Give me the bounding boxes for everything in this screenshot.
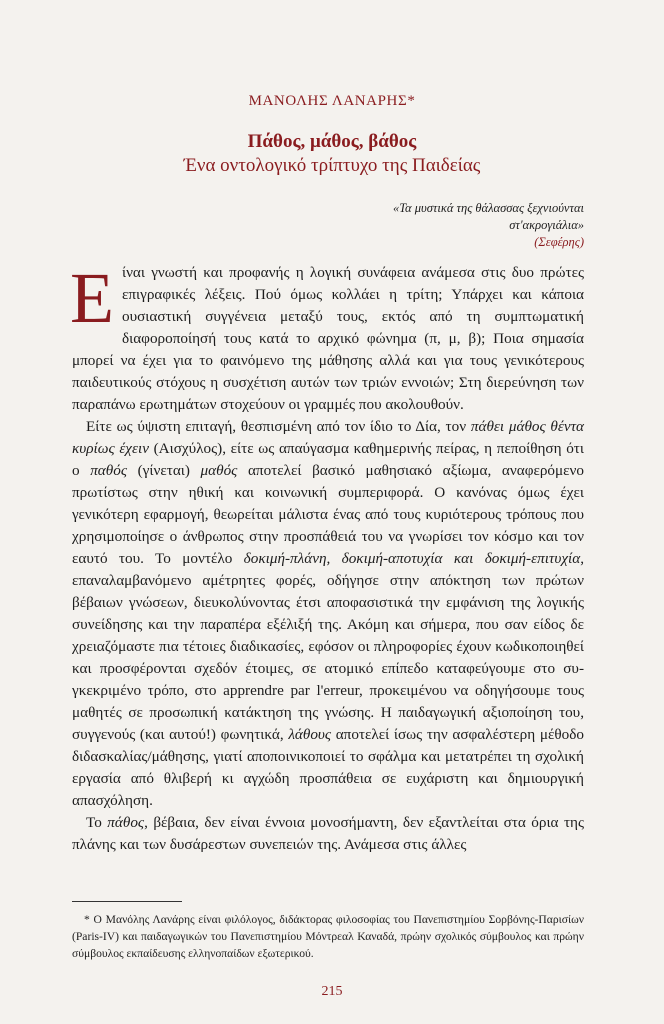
title-block bbox=[0, 130, 664, 178]
article-title: Πάθος, μάθος, βάθος bbox=[247, 131, 417, 152]
epigraph-source: (Σεφέρης) bbox=[534, 235, 584, 249]
paragraph-1 bbox=[70, 258, 584, 416]
italic-term: δοκιμή-πλάνη, δοκιμή-αποτυχία και δοκιμή-επιτυχία bbox=[243, 550, 581, 567]
article-body bbox=[70, 258, 585, 856]
text-run: Το bbox=[86, 814, 108, 831]
page-number: 215 bbox=[321, 984, 343, 999]
italic-term: μαθός bbox=[200, 462, 238, 479]
article-subtitle: Ένα οντολογικό τρίπτυχο της Παιδείας bbox=[183, 155, 481, 176]
text-run: , επαναλαμβανόμενο αμέτρητες φορές, οδήγησε στην απόκτηση των πρώτων βέβαιων γνώσεων, διευκολύνοντας έτσι αποφασιστικά την εμφάνιση της λογικής συνείδησης και την παραπέρα εξέλιξή της. Ακόμη και σήμερα, που σαν είδος δε χρειαζόμαστε πια τέτοιες διαδικασίες, εφόσον οι πληροφορίες έχουν κωδικοποιηθεί και προσφέρονται σχεδόν έτοιμες, σε ατομικό επίπεδο καταφεύγουμε στο συγκεκριμένο τρόπο, στο apprendre par l'erreur, προκειμένου να οδηγήσουμε τους μαθητές σε προσωπική κατάκτηση της γνώσης. Η παιδαγωγική αξιοποίηση του, συγγενούς (και αυτού!) φωνητικά, bbox=[72, 550, 584, 743]
text-run: Είτε ως ύψιστη επιταγή, θεσπισμένη από τον ίδιο το Δία, τον bbox=[86, 418, 471, 435]
author-name: ΜΑΝΟΛΗΣ ΛΑΝΑΡΗΣ* bbox=[248, 93, 416, 109]
text-run: (Αισχύλος), είτε ως απαύγασμα καθημερινής πείρας, η πεποίθηση ότι ο bbox=[72, 440, 584, 479]
text-run: (γίνεται) bbox=[127, 462, 201, 479]
footnote-rule bbox=[72, 901, 182, 902]
footnote: * Ο Μανόλης Λανάρης είναι φιλόλογος, διδάκτορας φιλοσοφίας του Πανεπιστημίου Σορβόνης-Παρισίων (Paris-IV) και παιδαγωγικών του Πανεπιστημίου Μόντρεαλ Καναδά, πρώην σχολικός σύμβουλος και πρώην σύμβουλος εκπαίδευσης ελληνοπαίδων εξωτερικού. bbox=[72, 913, 584, 960]
paragraph-3 bbox=[72, 812, 584, 856]
paragraph-2 bbox=[72, 416, 584, 812]
italic-term: λάθους bbox=[288, 726, 332, 743]
drop-cap: Ε bbox=[70, 258, 114, 338]
text-run: αποτελεί ίσως την ασφαλέστερη μέθοδο διδασκαλίας/μάθησης, γιατί αποποινικοποιεί το σφάλμα και μετατρέπει τη σχολική εργασία από θλιβερή κι αγχώδη προσπάθεια σε ευχάριστη και δημιουργική απασχόληση. bbox=[72, 726, 584, 809]
epigraph-line-1: «Τα μυστικά της θάλασσας ξεχνιούνται bbox=[392, 201, 584, 215]
italic-quote: πάθει μάθος θέντα κυρίως έχειν bbox=[72, 418, 584, 457]
italic-term: πάθος bbox=[107, 814, 145, 831]
paragraph-1-text: ίναι γνωστή και προφανής η λογική συνάφεια ανάμεσα στις δυο πρώτες επιγραφικές λέξεις. Πού όμως κολλάει η τρίτη; Υπάρχει και κάποια ουσιαστική συγγένεια μεταξύ τους, εκτός από τη συμπτωματική διαφοροποίησή τους κατά το αρχικό φώνημα (π, μ, β); Ποια σημασία μπορεί να έχει για το φαινόμενο της μάθησης αλλά και για τους γενικότερους παιδευτικούς στόχους η συσχέτιση αυτών των τριών εννοιών; Στη διερεύνηση των παραπάνω ερωτημάτων στοχεύουν οι γραμμές που ακολουθούν. bbox=[72, 264, 584, 413]
italic-term: παθός bbox=[90, 462, 128, 479]
text-run: αποτελεί βασικό μαθησιακό αξίωμα, αναφερόμενο πρωτίστως στην ηθική και κοινωνική συμπεριφορά. Ο κανόνας όμως έχει γενικότερη εφαρμογή, θεωρείται μάλιστα ένας από τους κυριότερους τρόπους που χρησιμοποίησε ο άνθρωπος στην προσπάθειά του να γνωρίσει τον κόσμο και τον εαυτό του. Το μοντέλο bbox=[72, 462, 584, 567]
epigraph-line-2: στ'ακρογιάλια» bbox=[509, 218, 584, 232]
epigraph bbox=[264, 200, 584, 251]
text-run: , βέβαια, δεν είναι έννοια μονοσήμαντη, δεν εξαντλείται στα όρια της πλάνης και των δυσάρεστων συνεπειών της. Ανάμεσα στις άλλες bbox=[72, 814, 585, 853]
